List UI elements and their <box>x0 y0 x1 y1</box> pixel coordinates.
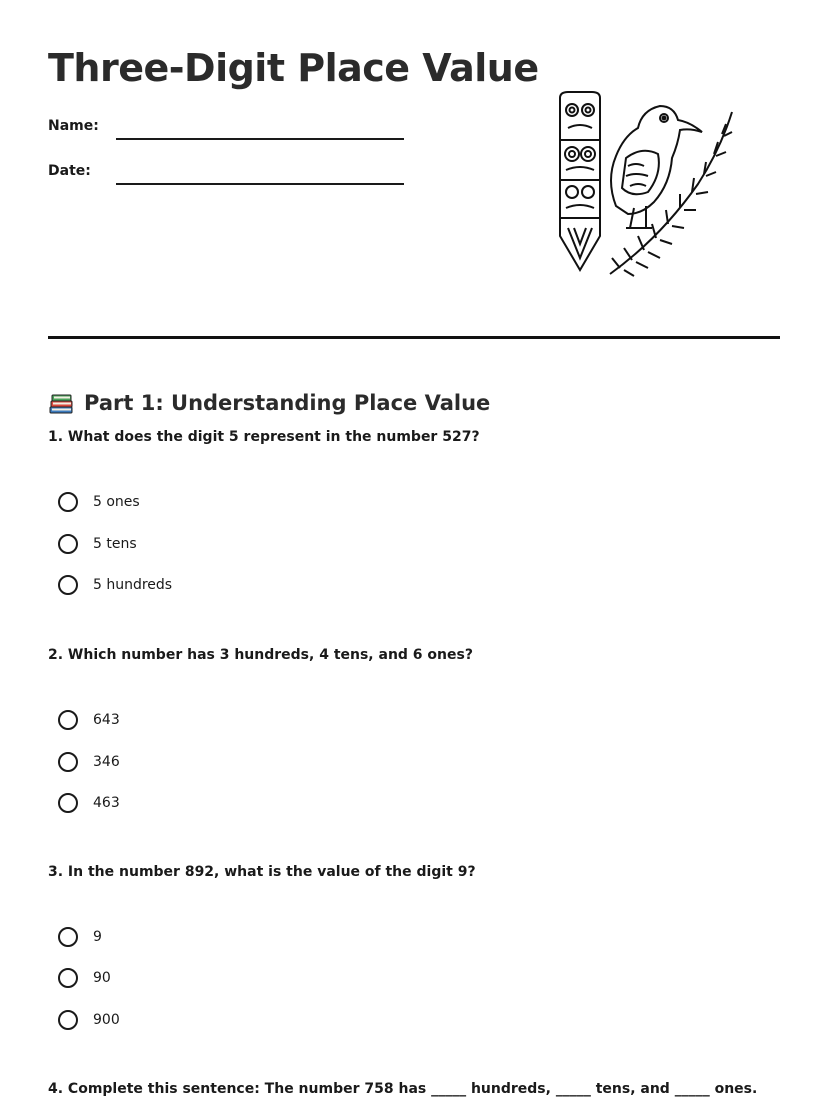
answer-option[interactable] <box>58 708 120 732</box>
name-field[interactable] <box>116 138 404 140</box>
option-label: 9 <box>93 929 102 945</box>
worksheet-title: Three-Digit Place Value <box>48 46 539 90</box>
question-1: 1. What does the digit 5 represent in the number 527? <box>48 429 480 445</box>
radio-button[interactable] <box>58 793 78 813</box>
name-label: Name: <box>48 118 99 134</box>
radio-button[interactable] <box>58 492 78 512</box>
option-label: 5 ones <box>93 494 140 510</box>
carved-post-icon <box>560 92 600 270</box>
radio-button[interactable] <box>58 710 78 730</box>
option-label: 90 <box>93 970 111 986</box>
section-divider <box>48 336 780 339</box>
answer-option[interactable] <box>58 750 120 774</box>
radio-button[interactable] <box>58 968 78 988</box>
answer-option[interactable] <box>58 966 111 990</box>
date-label: Date: <box>48 163 91 179</box>
question-3: 3. In the number 892, what is the value of the digit 9? <box>48 864 476 880</box>
radio-button[interactable] <box>58 927 78 947</box>
answer-option[interactable] <box>58 573 172 597</box>
question-4: 4. Complete this sentence: The number 758 has _____ hundreds, _____ tens, and _____ ones. <box>48 1081 758 1097</box>
radio-button[interactable] <box>58 1010 78 1030</box>
section-title <box>48 391 490 415</box>
option-label: 900 <box>93 1012 120 1028</box>
answer-option[interactable] <box>58 791 120 815</box>
radio-button[interactable] <box>58 575 78 595</box>
radio-button[interactable] <box>58 534 78 554</box>
answer-option[interactable] <box>58 925 102 949</box>
answer-option[interactable] <box>58 1008 120 1032</box>
answer-option[interactable] <box>58 532 137 556</box>
date-field[interactable] <box>116 183 404 185</box>
books-icon <box>48 391 74 415</box>
option-label: 463 <box>93 795 120 811</box>
option-label: 5 tens <box>93 536 137 552</box>
option-label: 346 <box>93 754 120 770</box>
bird-carving-fern-illustration <box>550 88 750 288</box>
option-label: 5 hundreds <box>93 577 173 593</box>
section-title-text: Part 1: Understanding Place Value <box>84 391 491 416</box>
radio-button[interactable] <box>58 752 78 772</box>
answer-option[interactable] <box>58 490 140 514</box>
option-label: 643 <box>93 712 120 728</box>
question-2: 2. Which number has 3 hundreds, 4 tens, and 6 ones? <box>48 647 473 663</box>
